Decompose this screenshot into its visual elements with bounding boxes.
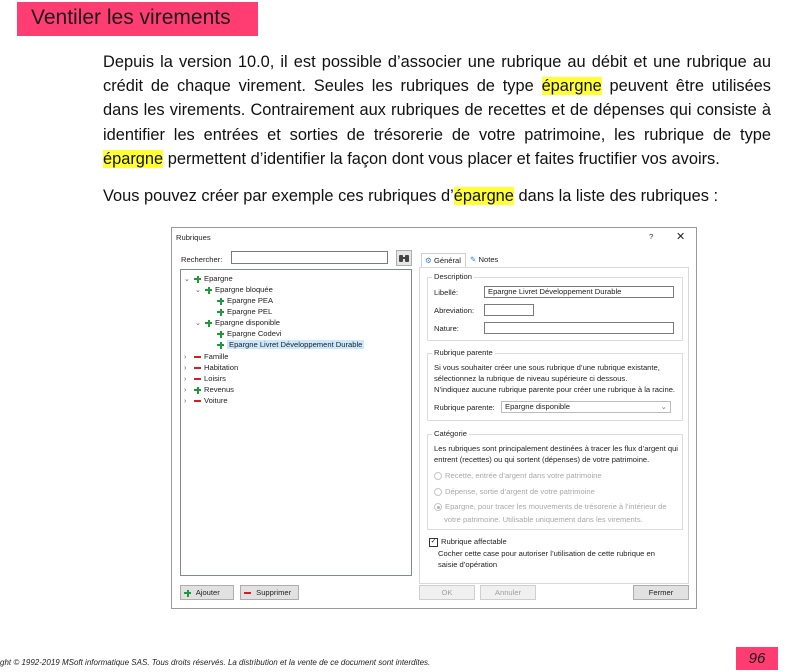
radio-recette-label: Recette, entrée d’argent dans votre patrimoine [445,471,602,480]
category-text-2: entrent (recettes) ou qui sortent (dépenses) de votre patrimoine. [434,455,650,464]
tree-item-famille[interactable] [184,351,228,362]
nature-label: Nature: [434,324,459,333]
libelle-label: Libellé: [434,288,459,297]
tree-item-revenus[interactable] [184,384,234,395]
help-button[interactable]: ? [649,232,654,241]
tree-item-voiture[interactable] [184,395,228,406]
plus-icon [205,320,212,327]
plus-icon [217,331,224,338]
tree-item-epargne-pea[interactable] [217,295,273,306]
tree-item-label: Epargne [204,274,233,283]
tree-item-label: Loisirs [204,374,226,383]
page-number: 96 [736,647,778,670]
dialog-title: Rubriques [176,233,211,242]
abreviation-label: Abreviation: [434,306,475,315]
tree-item-label: Epargne Codevi [227,329,282,338]
tab-general-label: Général [433,256,461,265]
chevron-down-icon[interactable]: ⌄ [195,287,201,294]
tree-item-label: Epargne disponible [215,318,281,327]
rubriques-dialog [171,227,697,609]
parent-select-value: Epargne disponible [505,402,571,411]
plus-icon [194,276,201,283]
pencil-icon: ✎ [470,255,477,264]
plus-icon [194,387,201,394]
minus-icon [244,592,251,594]
intro-text-b: peuvent être utilisées dans les virements. Contrairement aux rubriques de recettes et de dépenses qui consiste à identifier les entrées et sorties de trésorerie de votre patrimoine, les rubrique de type [103,77,771,144]
category-text-1: Les rubriques sont principalement destinées à tracer les flux d’argent qui [434,444,678,453]
highlight-epargne: épargne [541,77,602,96]
tree-item-epargne-pel[interactable] [217,306,272,317]
affectable-text-2: saisie d’opération [438,560,498,569]
plus-icon [217,309,224,316]
parent-text-3: N’indiquez aucune rubrique parente pour créer une rubrique à la racine. [434,385,676,394]
tree-item-label: Habitation [204,363,239,372]
checkmark-icon: ✓ [430,537,437,545]
minus-icon [194,378,201,380]
tree-item-label: Revenus [204,385,234,394]
nature-input[interactable] [484,322,674,334]
binoculars-search-icon[interactable] [396,250,412,266]
add-button-label: Ajouter [195,588,220,597]
radio-selected-icon [434,503,442,511]
tree-item-loisirs[interactable] [184,373,226,384]
search-label: Rechercher: [181,255,223,264]
tree-item-epargne-bloquee[interactable] [195,284,273,295]
tree-item-epargne[interactable] [184,273,233,284]
affectable-text-1: Cocher cette case pour autoriser l’utilisation de cette rubrique en [438,549,655,558]
close-button[interactable]: Fermer [633,585,689,600]
radio-epargne[interactable] [434,502,667,511]
tree-item-epargne-ldd[interactable] [217,339,364,350]
highlight-epargne: épargne [103,149,164,168]
chevron-right-icon[interactable]: › [184,365,187,372]
plus-icon [217,298,224,305]
highlight-epargne: épargne [453,187,514,205]
parent-title: Rubrique parente [434,348,493,357]
chevron-right-icon[interactable]: › [184,376,187,383]
intro-paragraph [103,50,771,171]
tree-item-label: Epargne PEA [227,296,274,305]
rubriques-tree[interactable] [180,269,412,576]
libelle-input[interactable] [484,286,674,298]
parent-group [427,348,683,421]
parent-text-2: sélectionnez la rubrique de niveau supérieure ci dessous. [434,374,628,383]
chevron-right-icon[interactable]: › [184,387,187,394]
tab-notes[interactable] [470,253,498,267]
chevron-down-icon: ⌄ [660,402,667,411]
tree-item-habitation[interactable] [184,362,238,373]
radio-epargne-note: votre patrimoine. Utilisable uniquement dans les virements. [444,515,643,524]
tab-notes-label: Notes [478,255,499,264]
delete-button-label: Supprimer [256,588,292,597]
section-heading: Ventiler les virements [17,2,258,36]
ok-button[interactable]: OK [419,585,475,600]
affectable-label: Rubrique affectable [441,537,507,546]
tree-item-label: Epargne PEL [227,307,273,316]
tree-item-label: Epargne bloquée [215,285,273,294]
radio-icon [434,488,442,496]
chevron-right-icon[interactable]: › [184,398,187,405]
tree-item-epargne-disponible[interactable] [195,317,280,328]
example-text-b: dans la liste des rubriques : [513,187,719,205]
intro-text-a: Depuis la version 10.0, il est possible d’associer une rubrique au débit et une rubrique au crédit de chaque virement. Seules les rubriques de type [103,53,771,96]
plus-icon [217,342,224,349]
parent-label: Rubrique parente: [434,403,495,412]
abreviation-input[interactable] [484,304,534,316]
chevron-down-icon[interactable]: ⌄ [195,320,201,327]
chevron-down-icon[interactable]: ⌄ [184,276,190,283]
description-group [427,272,683,341]
general-panel [419,267,689,584]
tree-item-epargne-codevi[interactable] [217,328,281,339]
plus-icon [205,287,212,294]
tree-item-label: Epargne Livret Développement Durable [229,340,363,349]
parent-text-1: Si vous souhaiter créer une sous rubrique d’une rubrique existante, [434,363,660,372]
minus-icon [194,356,201,358]
intro-text-c: permettent d’identifier la façon dont vous placer et faites fructifier vos avoirs. [163,149,720,168]
parent-select[interactable] [501,401,671,413]
radio-epargne-label: Epargne, pour tracer les mouvements de trésorerie à l’intérieur de [445,502,667,511]
radio-recette[interactable] [434,471,602,480]
radio-depense-label: Dépense, sortie d’argent de votre patrimoine [445,487,595,496]
close-icon[interactable]: ✕ [676,231,686,243]
radio-icon [434,472,442,480]
search-input[interactable] [231,251,388,264]
tree-item-label: Voiture [204,396,228,405]
tab-general[interactable] [421,253,466,267]
general-icon: ⚙ [425,256,432,265]
plus-icon [184,590,191,597]
minus-icon [194,367,201,369]
cancel-button[interactable]: Annuler [480,585,536,600]
radio-depense[interactable] [434,487,595,496]
example-text-a: Vous pouvez créer par exemple ces rubriques d’ [103,187,454,205]
delete-button[interactable] [240,585,299,600]
minus-icon [194,400,201,402]
copyright-footer: ght © 1992-2019 MSoft informatique SAS. Tous droits réservés. La distribution et la vente de ce document sont interdites. [0,658,431,667]
affectable-checkbox[interactable] [429,537,507,547]
tree-item-label: Famille [204,352,229,361]
example-paragraph [103,184,771,208]
description-title: Description [434,272,472,281]
chevron-right-icon[interactable]: › [184,354,187,361]
add-button[interactable] [180,585,234,600]
category-group [427,429,683,530]
libelle-value: Epargne Livret Développement Durable [488,287,622,296]
category-title: Catégorie [434,429,467,438]
